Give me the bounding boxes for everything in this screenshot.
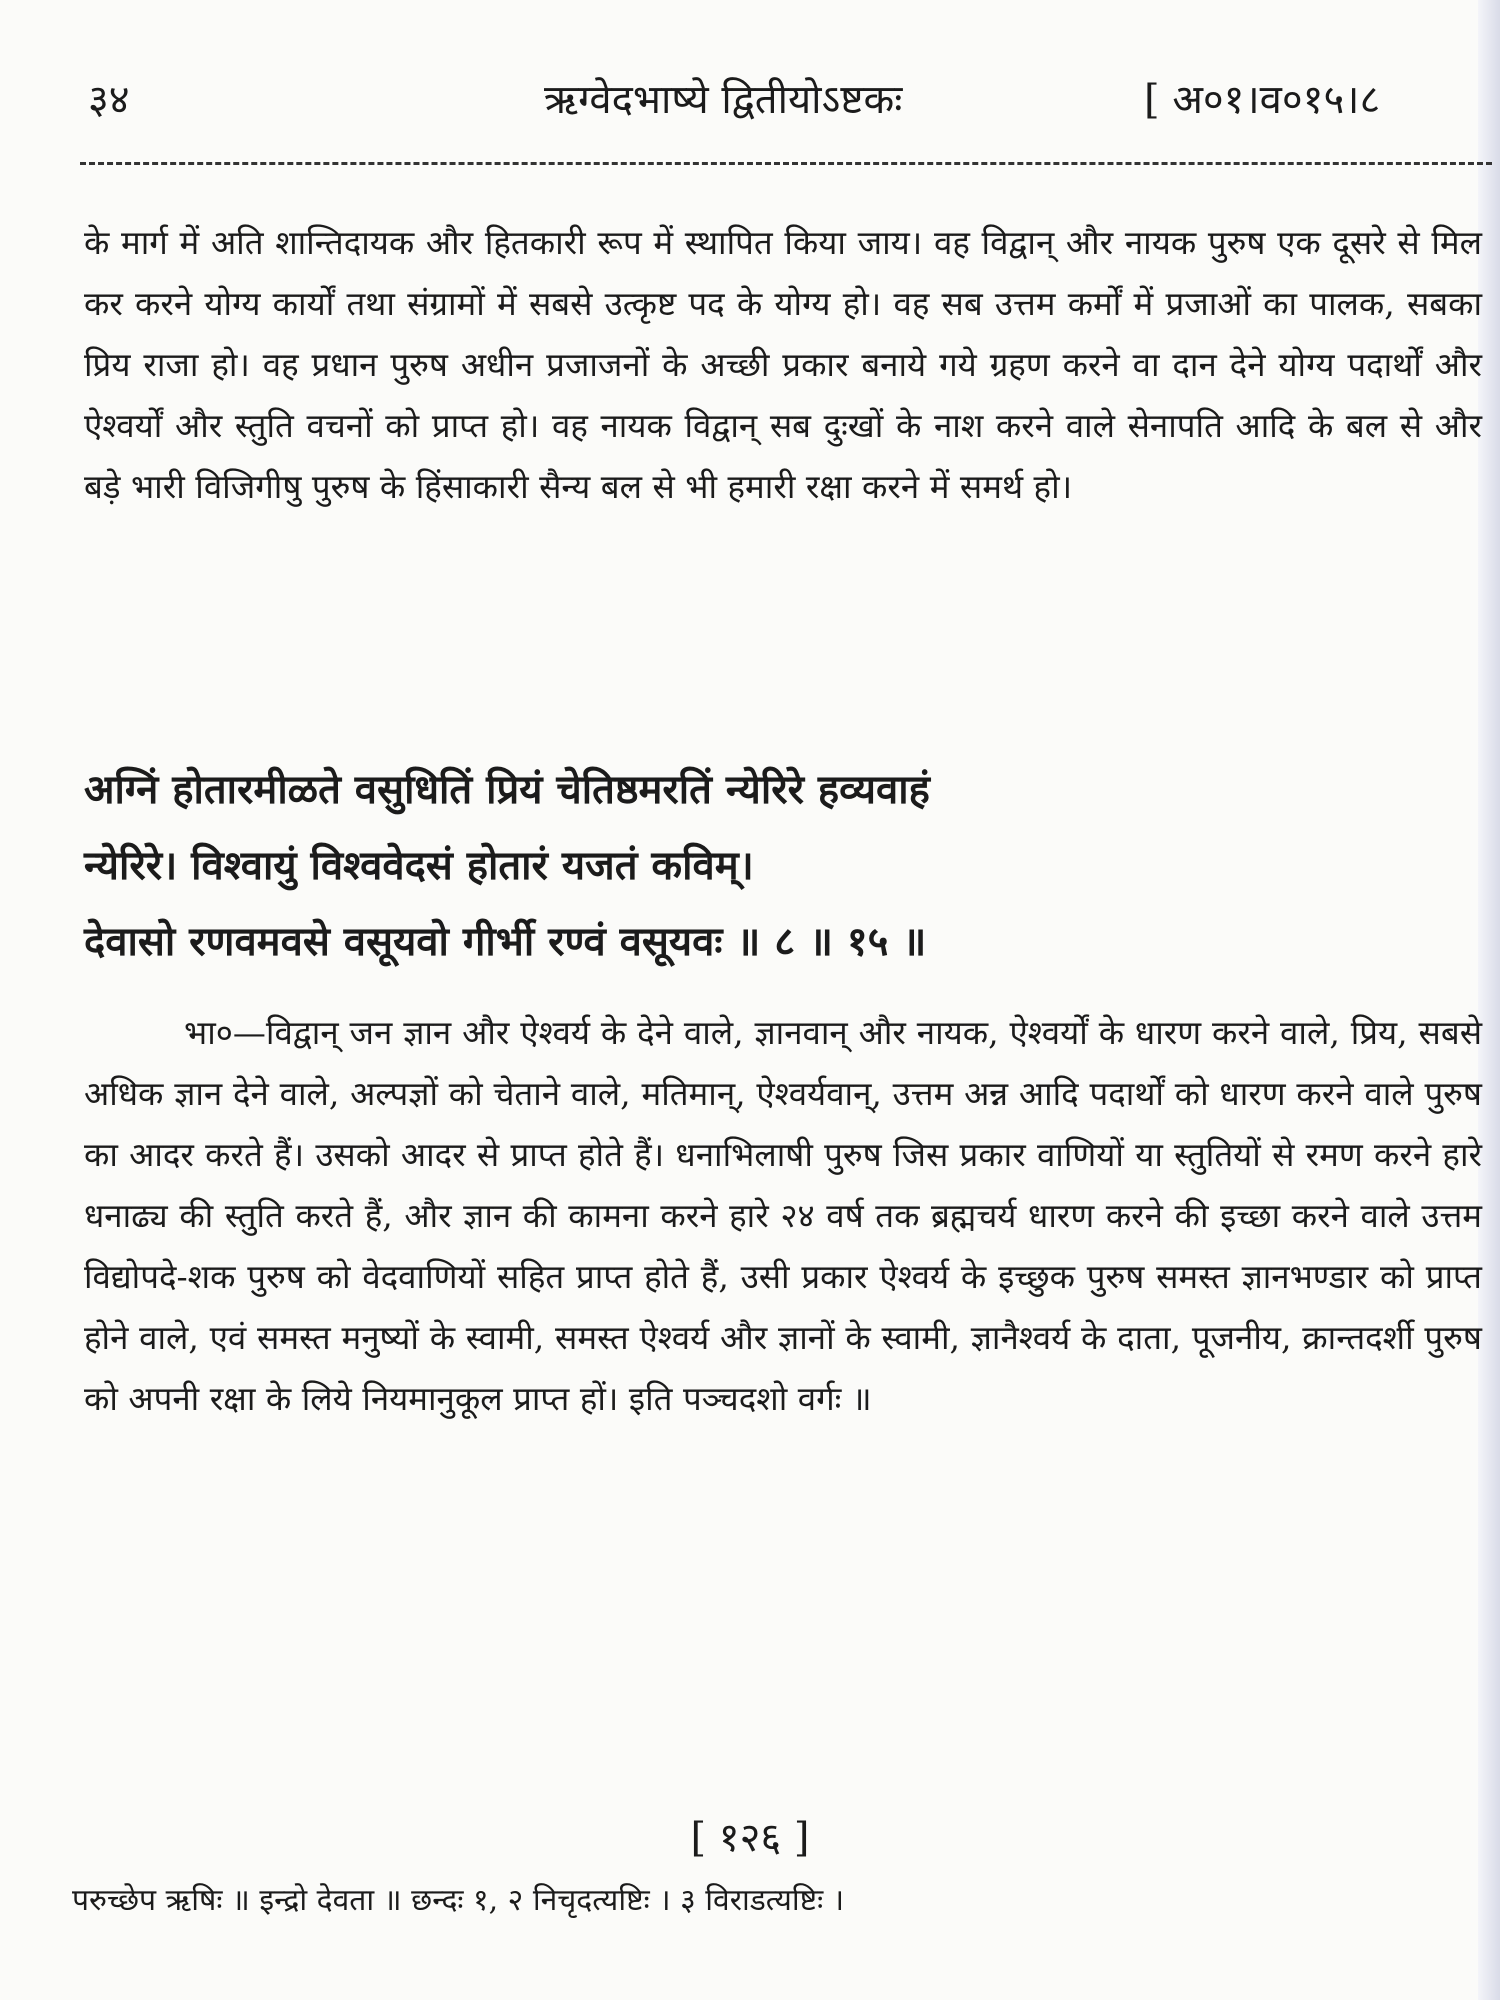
page-header bbox=[82, 64, 1492, 134]
mantra-line-1: अग्निं होतारमीळते वसुधितिं प्रियं चेतिष्ठमरतिं न्येरिरे हव्यवाहं bbox=[84, 766, 930, 813]
sukta-metadata: परुच्छेप ऋषिः ॥ इन्द्रो देवता ॥ छन्दः १, २ निचृदत्यष्टिः । ३ विराडत्यष्टिः । bbox=[72, 1883, 845, 1918]
mantra-line-3: देवासो रणवमवसे वसूयवो गीर्भी रण्वं वसूयवः ॥ ८ ॥ १५ ॥ bbox=[84, 918, 927, 965]
running-title: ऋग्वेदभाष्ये द्वितीयोऽष्टकः bbox=[544, 77, 903, 123]
mantra-verse bbox=[84, 752, 1482, 980]
paragraph-commentary-continued: के मार्ग में अति शान्तिदायक और हितकारी रूप में स्थापित किया जाय। वह विद्वान् और नायक पुरुष एक दूसरे से मिल कर करने योग्य कार्यों तथा संग्रामों में सबसे उत्कृष्ट पद के योग्य हो। वह सब उत्तम कर्मों में प्रजाओं का पालक, सबका प्रिय राजा हो। वह प्रधान पुरुष अधीन प्रजाजनों के अच्छी प्रकार बनाये गये ग्रहण करने वा दान देने योग्य पदार्थों और ऐश्वर्यों और स्तुति वचनों को प्राप्त हो। वह नायक विद्वान् सब दुःखों के नाश करने वाले सेनापति आदि के बल से और बड़े भारी विजिगीषु पुरुष के हिंसाकारी सैन्य बल से भी हमारी रक्षा करने में समर्थ हो। bbox=[84, 223, 1482, 506]
header-divider bbox=[80, 162, 1492, 165]
section-reference: [ अ०१।व०१५।८ bbox=[1144, 77, 1381, 123]
paragraph-bhashya: भा०—विद्वान् जन ज्ञान और ऐश्वर्य के देने वाले, ज्ञानवान् और नायक, ऐश्वर्यों के धारण करने वाले, प्रिय, सबसे अधिक ज्ञान देने वाले, अल्पज्ञों को चेताने वाले, मतिमान्, ऐश्वर्यवान्, उत्तम अन्न आदि पदार्थों को धारण करने वाले पुरुष का आदर करते हैं। उसको आदर से प्राप्त होते हैं। धनाभिलाषी पुरुष जिस प्रकार वाणियों या स्तुतियों से रमण करने हारे धनाढ्य की स्तुति करते हैं, और ज्ञान की कामना करने हारे २४ वर्ष तक ब्रह्मचर्य धारण करने की इच्छा करने वाले उत्तम विद्योपदे-शक पुरुष को वेदवाणियों सहित प्राप्त होते हैं, उसी प्रकार ऐश्वर्य के इच्छुक पुरुष समस्त ज्ञानभण्डार को प्राप्त होने वाले, एवं समस्त मनुष्यों के स्वामी, समस्त ऐश्वर्य और ज्ञानों के स्वामी, ज्ञानैश्वर्य के दाता, पूजनीय, क्रान्तदर्शी पुरुष को अपनी रक्षा के लिये नियमानुकूल प्राप्त हों। इति पञ्चदशो वर्गः ॥ bbox=[84, 1013, 1482, 1418]
page-number: ३४ bbox=[88, 77, 130, 123]
sukta-number: [ १२६ ] bbox=[690, 1815, 810, 1861]
mantra-line-2: न्येरिरे। विश्वायुं विश्ववेदसं होतारं यजतं कविम्। bbox=[84, 842, 754, 889]
